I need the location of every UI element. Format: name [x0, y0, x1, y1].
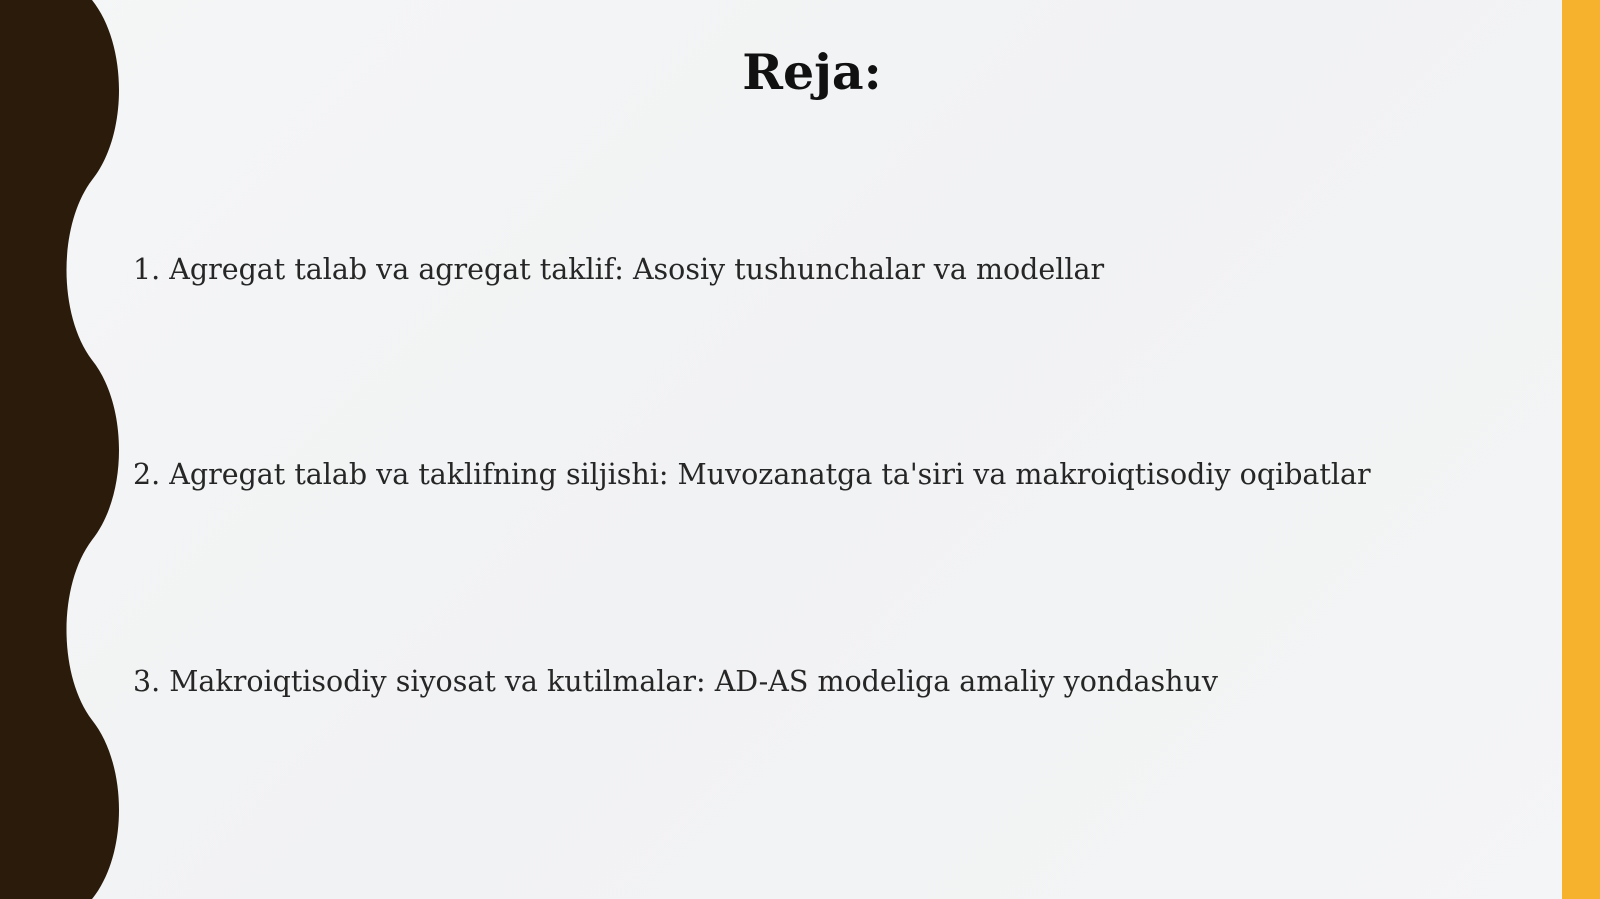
- left-wave-decoration: [0, 0, 130, 899]
- plan-item-2: 2. Agregat talab va taklifning siljishi: Muvozanatga ta'siri va makroiqtisodiy oqibatlar: [133, 458, 1371, 491]
- right-accent-stripe: [1562, 0, 1600, 899]
- slide-title: Reja:: [742, 43, 882, 101]
- plan-item-3: 3. Makroiqtisodiy siyosat va kutilmalar: AD-AS modeliga amaliy yondashuv: [133, 665, 1218, 698]
- plan-item-1: 1. Agregat talab va agregat taklif: Asosiy tushunchalar va modellar: [133, 253, 1105, 286]
